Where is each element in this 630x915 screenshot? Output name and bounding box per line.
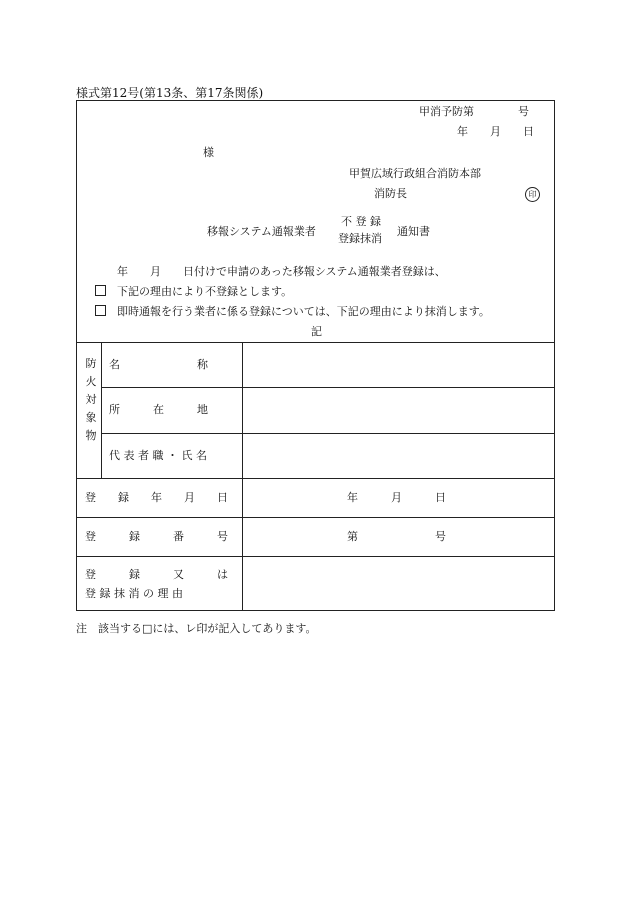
subject-prefix: 移報システム通報業者 bbox=[207, 225, 316, 238]
subject-option-not-registered: 不 登 録 bbox=[341, 215, 381, 228]
choice-cancelled bbox=[95, 305, 490, 319]
row-divider-1 bbox=[101, 387, 554, 388]
label-registration-date: 登 録 年 月 日 bbox=[85, 491, 228, 504]
checkbox-not-registered[interactable] bbox=[95, 285, 106, 296]
notice-form bbox=[76, 100, 555, 611]
subject-suffix: 通知書 bbox=[397, 225, 430, 238]
issuing-organization: 甲賀広域行政組合消防本部 bbox=[349, 167, 481, 180]
document-number: 甲消予防第 号 bbox=[419, 105, 529, 118]
group-label-fire-prevention-object: 防火対象物 bbox=[85, 357, 97, 442]
body-intro: 年 月 日付けで申請のあった移報システム通報業者登録は、 bbox=[117, 265, 446, 278]
label-reason-line1: 登 録 又 は bbox=[85, 568, 228, 581]
row-divider-3 bbox=[77, 478, 554, 479]
footnote: 注 該当する□には、レ印が記入してあります。 bbox=[76, 622, 317, 635]
form-number: 様式第12号(第13条、第17条関係) bbox=[76, 86, 264, 100]
fire-chief-title: 消防長 bbox=[374, 187, 407, 200]
seal-mark-icon: 印 bbox=[525, 187, 540, 202]
addressee-suffix: 様 bbox=[203, 146, 214, 159]
label-representative: 代 表 者 職 ・ 氏 名 bbox=[109, 449, 207, 462]
label-name: 名 称 bbox=[109, 358, 208, 371]
label-location: 所 在 地 bbox=[109, 403, 208, 416]
choice-not-registered-text: 下記の理由により不登録とします。 bbox=[117, 285, 293, 298]
row-divider-2 bbox=[101, 433, 554, 434]
subject-option-cancelled: 登録抹消 bbox=[338, 232, 382, 245]
row-divider-4 bbox=[77, 517, 554, 518]
checkbox-cancelled[interactable] bbox=[95, 305, 106, 316]
issue-date: 年 月 日 bbox=[457, 125, 534, 138]
row-divider-5 bbox=[77, 556, 554, 557]
value-column-line bbox=[242, 342, 243, 610]
value-registration-number[interactable]: 第 号 bbox=[347, 530, 446, 543]
label-reason-line2: 登 録 抹 消 の 理 由 bbox=[85, 587, 183, 600]
ki-heading: 記 bbox=[311, 325, 322, 338]
value-registration-date[interactable]: 年 月 日 bbox=[347, 491, 446, 504]
label-registration-number: 登 録 番 号 bbox=[85, 530, 228, 543]
table-top-line bbox=[77, 342, 554, 343]
group-column-line bbox=[101, 342, 102, 478]
choice-not-registered bbox=[95, 285, 292, 299]
choice-cancelled-text: 即時通報を行う業者に係る登録については、下記の理由により抹消します。 bbox=[117, 305, 490, 318]
